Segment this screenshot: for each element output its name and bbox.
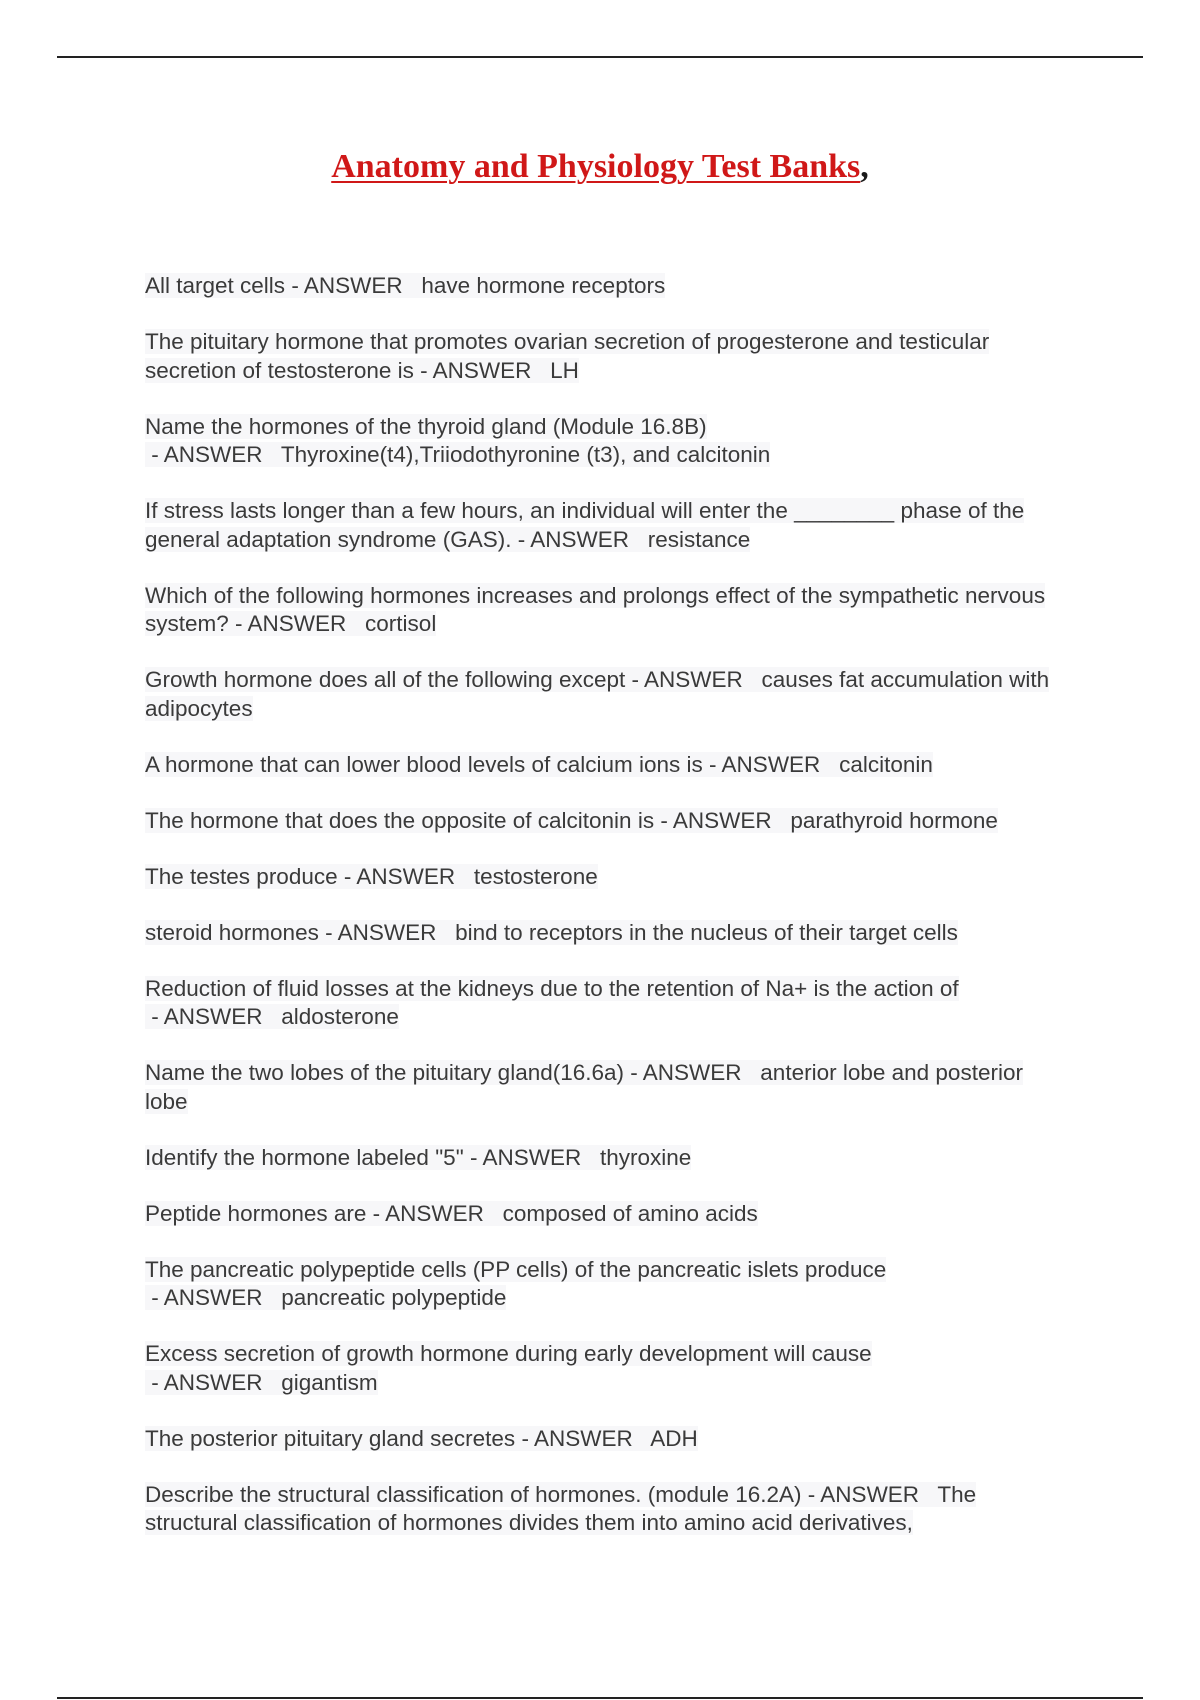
question-text: Peptide hormones are [145,1200,367,1226]
question-text: A hormone that can lower blood levels of calcium ions is [145,751,703,777]
qa-item [145,1059,1065,1116]
answer-text: pancreatic polypeptide [281,1285,507,1310]
qa-item [145,975,1065,1032]
qa-item [145,1200,1065,1229]
qa-item [145,1256,1065,1313]
question-text: Identify the hormone labeled "5" [145,1144,464,1170]
answer-text: bind to receptors in the nucleus of their target cells [455,919,958,945]
answer-text: ADH [650,1425,698,1451]
question-text: The pancreatic polypeptide cells (PP cells) of the pancreatic islets produce [145,1256,887,1282]
question-text: All target cells [145,273,286,298]
answer-text: resistance [647,526,751,552]
answer-separator: - ANSWER [145,442,281,467]
answer-separator: - ANSWER [624,1060,761,1085]
answer-text: The structural classification of hormones divides them into amino acid derivatives, [145,1481,977,1535]
question-text: steroid hormones [145,919,319,945]
answer-text: have hormone receptors [421,273,666,298]
answer-text: LH [550,357,579,383]
top-rule [57,56,1143,58]
question-text: If stress lasts longer than a few hours, an individual will enter the ________ phase of the general adaptation syndrome (GAS). [145,498,1025,552]
qa-item [145,751,1065,780]
answer-separator: - ANSWER [145,1004,282,1029]
answer-separator: - ANSWER [145,1369,282,1395]
qa-item [145,1144,1065,1173]
answer-text: aldosterone [281,1004,399,1029]
qa-item [145,1481,1065,1538]
answer-text: gigantism [281,1369,378,1395]
answer-text: parathyroid hormone [790,807,998,833]
qa-item [145,497,1065,554]
answer-text: calcitonin [839,751,933,777]
question-text: The testes produce [145,863,338,889]
answer-separator: - ANSWER [801,1481,938,1507]
qa-item [145,413,1065,470]
answer-separator: - ANSWER [654,807,791,833]
question-text: Excess secretion of growth hormone during early development will cause [145,1341,872,1366]
answer-text: causes fat accumulation with adipocytes [145,667,1050,721]
qa-list [145,272,1065,1565]
answer-separator: - ANSWER [318,919,456,945]
answer-separator: - ANSWER [228,611,366,636]
answer-text: anterior lobe and posterior lobe [145,1060,1023,1114]
answer-separator: - ANSWER [285,273,422,298]
document-title [0,146,1200,188]
qa-item [145,919,1065,948]
answer-text: composed of amino acids [502,1200,758,1226]
title-text: Anatomy and Physiology Test Banks [331,148,861,185]
answer-text: thyroxine [599,1144,692,1170]
question-text: Reduction of fluid losses at the kidneys due to the retention of Na+ is the action of [145,975,959,1001]
answer-text: testosterone [473,863,598,889]
answer-separator: - ANSWER [463,1144,600,1170]
qa-item [145,807,1065,836]
answer-separator: - ANSWER [145,1285,282,1310]
question-text: Name the hormones of the thyroid gland (Module 16.8B) [145,413,707,439]
question-text: Name the two lobes of the pituitary gland(16.6a) [145,1060,625,1085]
answer-separator: - ANSWER [515,1425,651,1451]
question-text: Which of the following hormones increases and prolongs effect of the sympathetic nervous system? [145,582,1046,636]
answer-separator: - ANSWER [702,751,840,777]
qa-item [145,272,1065,301]
answer-separator: - ANSWER [511,526,648,552]
answer-separator: - ANSWER [366,1200,503,1226]
qa-item [145,1340,1065,1397]
question-text: The pituitary hormone that promotes ovarian secretion of progesterone and testicular secretion of testosterone is [145,329,990,383]
answer-text: cortisol [365,611,437,636]
question-text: The hormone that does the opposite of calcitonin is [145,807,655,833]
qa-item [145,863,1065,892]
qa-item [145,328,1065,385]
qa-item [145,666,1065,723]
qa-item [145,1425,1065,1454]
answer-separator: - ANSWER [337,863,474,889]
question-text: Describe the structural classification of hormones. (module 16.2A) [145,1481,802,1507]
bottom-rule [57,1697,1143,1699]
answer-text: Thyroxine(t4),Triiodothyronine (t3), and calcitonin [280,442,771,467]
answer-separator: - ANSWER [413,357,551,383]
qa-item [145,582,1065,639]
title-comma: , [860,148,869,185]
question-text: Growth hormone does all of the following except [145,667,626,692]
question-text: The posterior pituitary gland secretes [145,1425,516,1451]
answer-separator: - ANSWER [625,667,762,692]
